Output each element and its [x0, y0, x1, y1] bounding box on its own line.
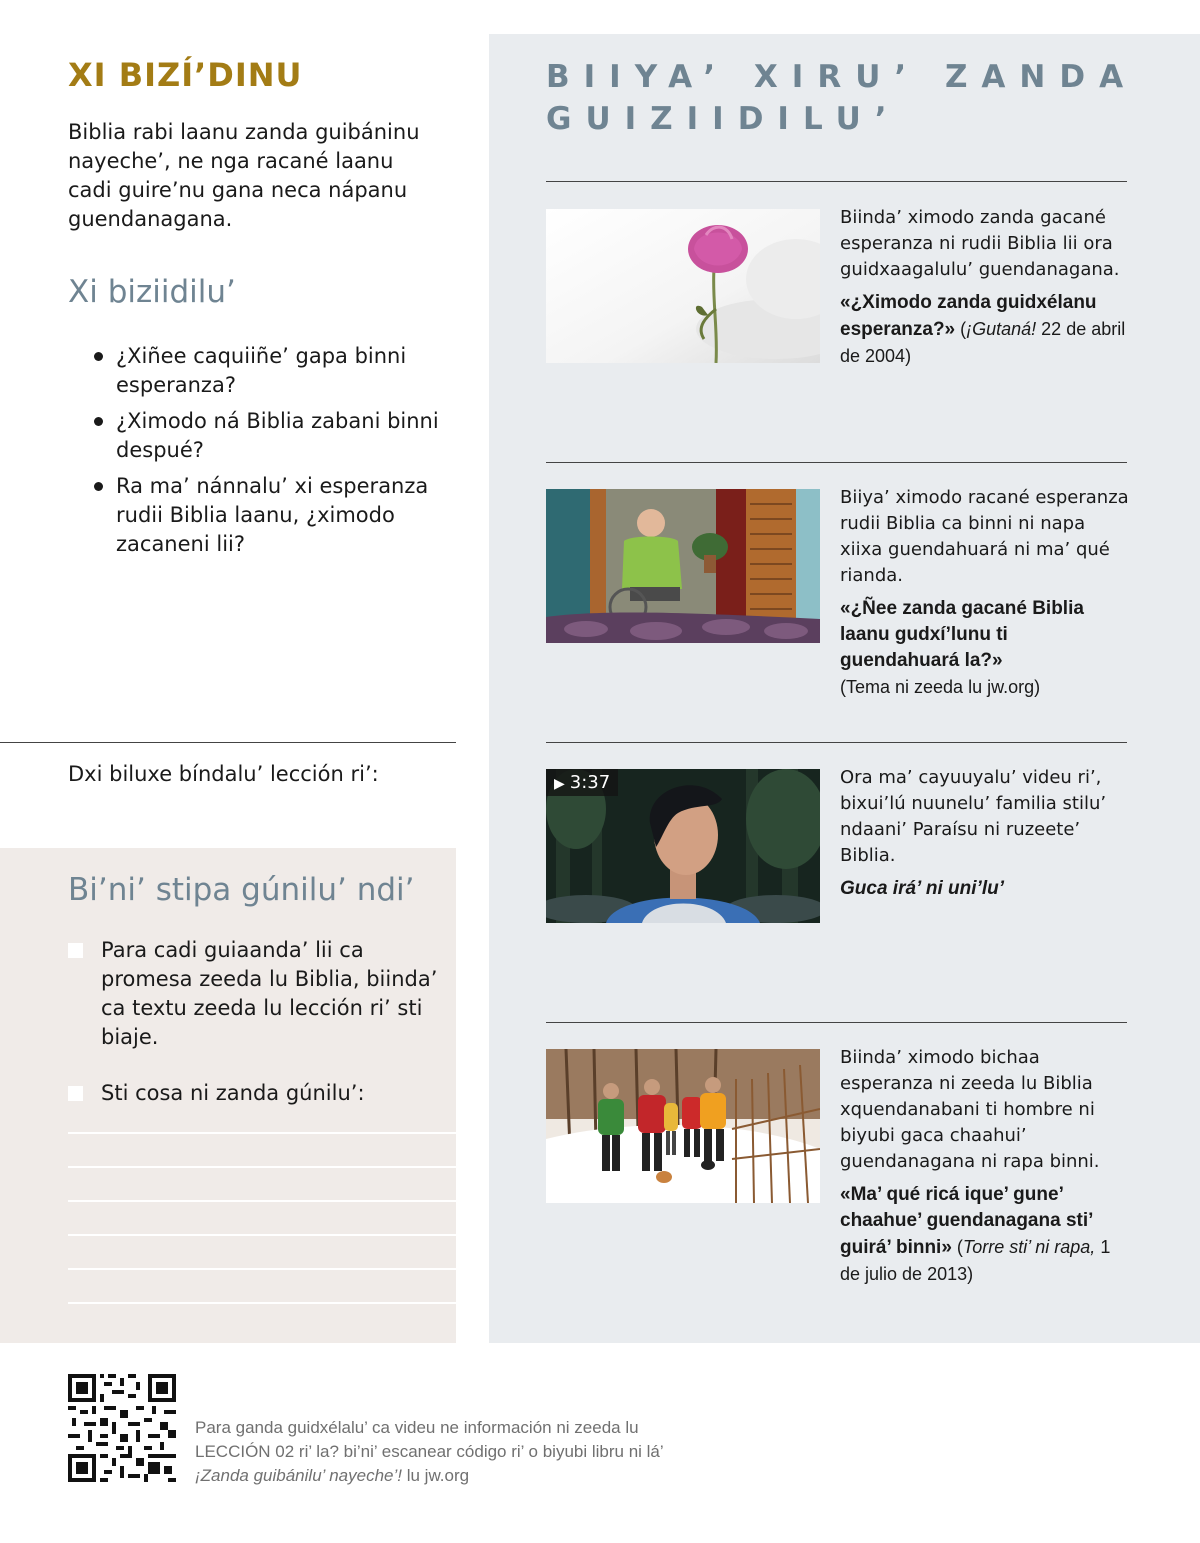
section-title: XI BIZÍ’DINU	[68, 56, 303, 94]
resource-description: Biinda’ ximodo bichaa esperanza ni zeeda lu Biblia xquendanabani ti hombre ni biyubi gaca chaahui’ guendanagana ni rapa binni.	[840, 1047, 1100, 1172]
resource-link[interactable]	[840, 596, 1130, 674]
checklist-item-label: Para cadi guiaanda’ lii ca promesa zeeda lu Biblia, biinda’ ca textu zeeda lu lección ri’ sti biaje.	[101, 938, 438, 1049]
checkbox-icon[interactable]	[68, 943, 83, 958]
intro-paragraph: Biblia rabi laanu zanda guibáninu nayeche’, ne nga racané laanu cadi guire’nu gana neca nápanu guendanagana.	[68, 120, 420, 231]
write-line[interactable]	[68, 1234, 456, 1236]
resource-link-title[interactable]: Guca irá’ ni uni’lu’	[840, 878, 1004, 899]
video-duration: 3:37	[569, 772, 611, 793]
review-title: Xi biziidilu’	[68, 274, 236, 310]
resource-text	[840, 485, 1130, 700]
date-completed-label: Dxi biluxe bíndalu’ lección ri’:	[68, 762, 379, 786]
checklist-item[interactable]	[68, 1079, 438, 1108]
pink-flower-snow-image[interactable]	[546, 209, 820, 363]
resource-description: Biiya’ ximodo racané esperanza rudii Biblia ca binni ni napa xiixa guendahuará ni ma’ qué rianda.	[840, 487, 1129, 586]
man-in-wheelchair-image[interactable]	[546, 489, 820, 643]
write-line[interactable]	[68, 1132, 456, 1134]
play-icon[interactable]: ▶	[554, 776, 565, 792]
write-line[interactable]	[68, 1302, 456, 1304]
resource-citation: (Torre sti’ ni rapa, 1 de julio de 2013)	[840, 1237, 1111, 1284]
divider	[546, 1022, 1127, 1023]
resource-link-title[interactable]: «¿Ñee zanda gacané Biblia laanu gudxí’lunu ti guendahuará la?»	[840, 598, 1084, 671]
divider	[0, 742, 456, 743]
resource-link-title[interactable]: «Ma’ qué ricá ique’ gune’ chaahue’ guendanagana sti’ guirá’ binni»	[840, 1184, 1093, 1258]
family-walking-in-snow-image[interactable]	[546, 1049, 820, 1203]
resource-description: Ora ma’ cayuuyalu’ videu ri’, bixui’lú nuunelu’ familia stilu’ ndaani’ Paraísu ni ruzeete’ Biblia.	[840, 767, 1107, 866]
checklist-title: Bi’ni’ stipa gúnilu’ ndi’	[68, 872, 415, 908]
learn-more-title: BIIYA’ XIRU’ ZANDA GUIZIIDILU’	[546, 59, 1138, 137]
review-question: Ra ma’ nánnalu’ xi esperanza rudii Biblia laanu, ¿ximodo zacaneni lii?	[92, 472, 442, 559]
qr-code[interactable]	[68, 1374, 176, 1482]
resource-citation: (¡Gutaná! 22 de abril de 2004)	[840, 319, 1126, 366]
checklist-panel	[0, 848, 456, 1343]
resource-description: Biinda’ ximodo zanda gacané esperanza ni rudii Biblia lii ora guidxaagalulu’ guendanagana.	[840, 207, 1120, 280]
checklist-item[interactable]	[68, 936, 438, 1052]
write-in-lines[interactable]	[68, 1132, 456, 1336]
checklist-item-label: Sti cosa ni zanda gúnilu’:	[101, 1081, 365, 1105]
divider	[546, 462, 1127, 463]
resource-text	[840, 205, 1130, 370]
footer-text: Para ganda guidxélalu’ ca videu ne información ni zeeda lu LECCIÓN 02 ri’ la? bi’ni’ escanear código ri’ o biyubi libru ni lá’ ¡Zanda guibánilu’ nayeche’! lu jw.org	[195, 1418, 664, 1485]
resource-link-title[interactable]: «¿Ximodo zanda guidxélanu esperanza?»	[840, 292, 1097, 340]
resource-link[interactable]	[840, 876, 1130, 902]
resource-link[interactable]	[840, 290, 1130, 370]
review-question: ¿Xiñee caquiiñe’ gapa binni esperanza?	[92, 342, 442, 400]
review-question-list	[92, 342, 442, 566]
video-duration-badge[interactable]	[546, 769, 618, 796]
divider	[546, 742, 1127, 743]
review-question: ¿Ximodo ná Biblia zabani binni despué?	[92, 407, 442, 465]
learn-more-sidebar	[489, 34, 1200, 1343]
man-looking-up-video-still[interactable]	[546, 769, 820, 923]
checkbox-icon[interactable]	[68, 1086, 83, 1101]
resource-link[interactable]	[840, 1182, 1130, 1288]
left-column	[0, 0, 456, 1343]
write-line[interactable]	[68, 1200, 456, 1202]
write-line[interactable]	[68, 1268, 456, 1270]
resource-citation: (Tema ni zeeda lu jw.org)	[840, 677, 1041, 697]
resource-text	[840, 765, 1130, 902]
divider	[546, 181, 1127, 182]
write-line[interactable]	[68, 1166, 456, 1168]
resource-text	[840, 1045, 1130, 1288]
